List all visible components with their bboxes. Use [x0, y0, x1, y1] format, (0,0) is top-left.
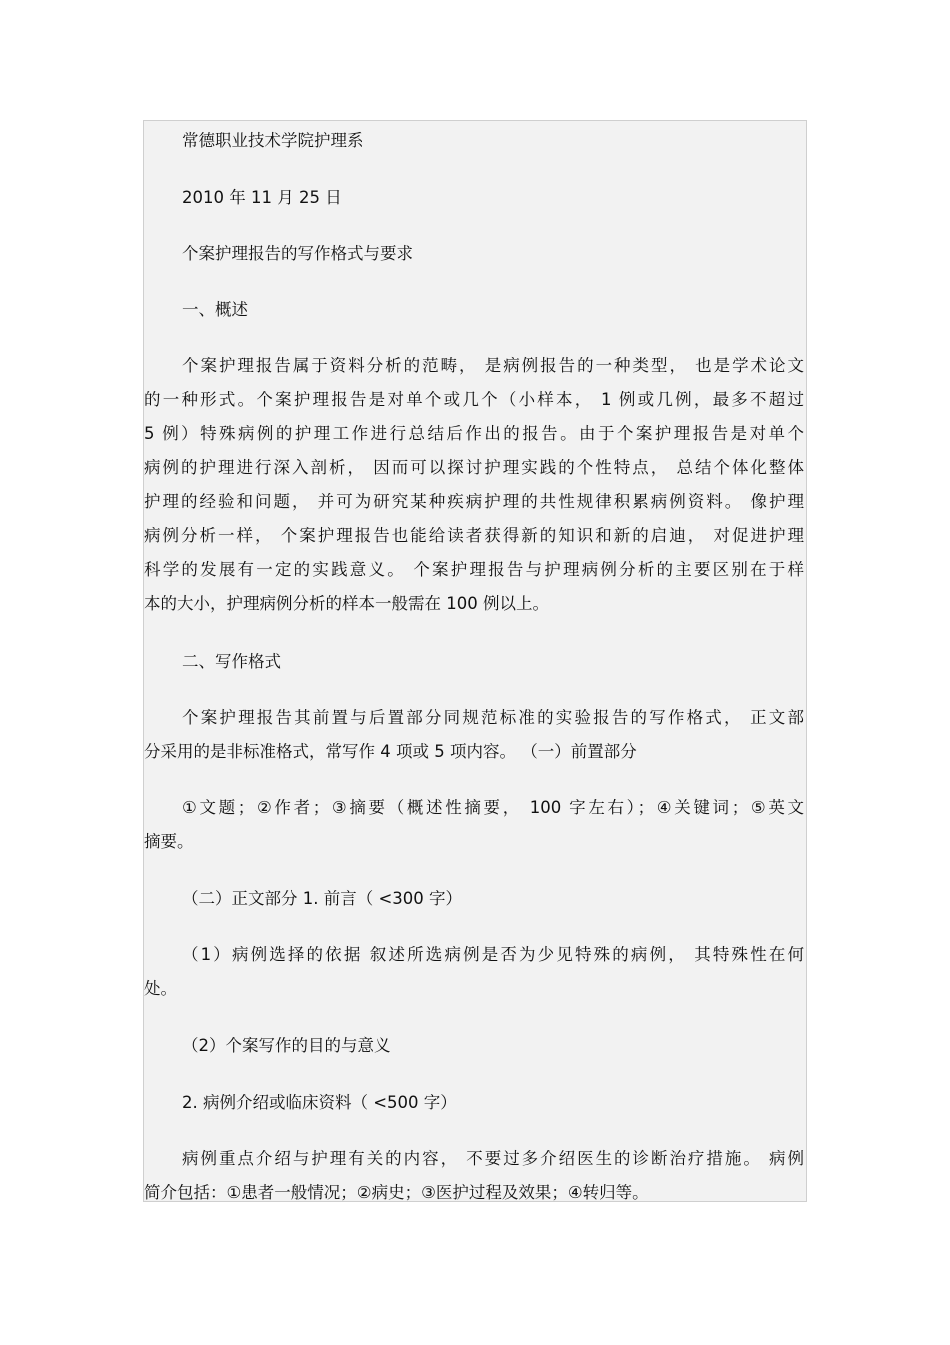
- overview-line-3: 5 例）特殊病例的护理工作进行总结后作出的报告。由于个案护理报告是对单个: [144, 424, 804, 443]
- overview-line-4: 病例的护理进行深入剖析， 因而可以探讨护理实践的个性特点， 总结个体化整体: [144, 458, 804, 477]
- overview-line-6: 病例分析一样， 个案护理报告也能给读者获得新的知识和新的启迪， 对促进护理: [144, 526, 804, 545]
- overview-line-5: 护理的经验和问题， 并可为研究某种疾病护理的共性规律积累病例资料。 像护理: [144, 492, 804, 511]
- overview-line-1: 个案护理报告属于资料分析的范畴， 是病例报告的一种类型， 也是学术论文: [182, 356, 804, 375]
- document-page: [143, 120, 807, 1202]
- format-line-2: 分采用的是非标准格式，常写作 4 项或 5 项内容。 （一）前置部分: [144, 742, 637, 761]
- front-matter-line-2: 摘要。: [144, 832, 194, 851]
- overview-line-2: 的一种形式。个案护理报告是对单个或几个（小样本， 1 例或几例，最多不超过: [144, 390, 804, 409]
- document-date: 2010 年 11 月 25 日: [182, 188, 342, 207]
- section-heading-overview: 一、概述: [182, 300, 248, 319]
- case-intro-line-2: 简介包括：①患者一般情况；②病史；③医护过程及效果；④转归等。: [144, 1183, 649, 1202]
- case-selection-line-1: （1）病例选择的依据 叙述所选病例是否为少见特殊的病例， 其特殊性在何: [182, 945, 804, 964]
- case-intro-heading: 2. 病例介绍或临床资料（ <500 字）: [182, 1093, 457, 1112]
- overview-line-8: 本的大小，护理病例分析的样本一般需在 100 例以上。: [144, 594, 549, 613]
- format-line-1: 个案护理报告其前置与后置部分同规范标准的实验报告的写作格式， 正文部: [182, 708, 804, 727]
- purpose-heading: （2）个案写作的目的与意义: [182, 1036, 391, 1055]
- case-selection-line-2: 处。: [144, 979, 177, 998]
- case-intro-line-1: 病例重点介绍与护理有关的内容， 不要过多介绍医生的诊断治疗措施。 病例: [182, 1149, 804, 1168]
- document-title: 个案护理报告的写作格式与要求: [182, 244, 413, 263]
- section-heading-format: 二、写作格式: [182, 652, 281, 671]
- body-part-heading: （二）正文部分 1. 前言（ <300 字）: [182, 889, 463, 908]
- front-matter-line-1: ①文题；②作者；③摘要（概述性摘要， 100 字左右）；④关键词；⑤英文: [182, 798, 804, 817]
- org-name: 常德职业技术学院护理系: [182, 131, 364, 150]
- overview-line-7: 科学的发展有一定的实践意义。 个案护理报告与护理病例分析的主要区别在于样: [144, 560, 804, 579]
